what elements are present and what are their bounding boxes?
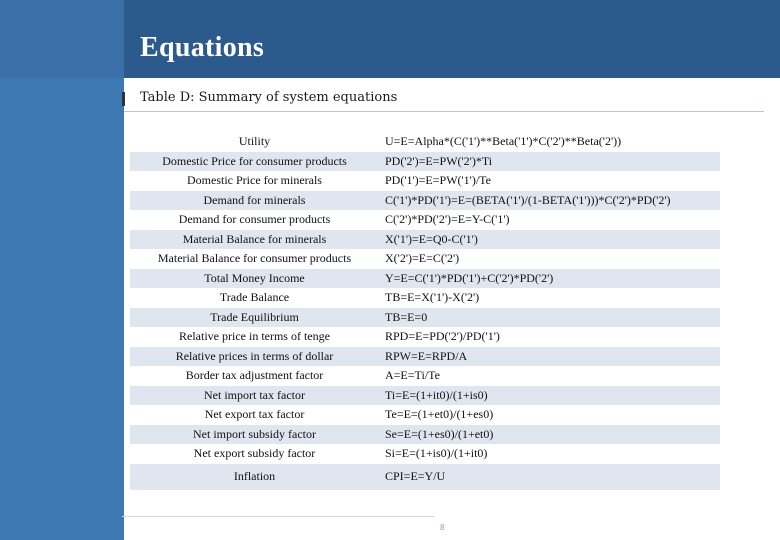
equation-formula: RPD=E=PD('2')/PD('1')	[385, 329, 500, 344]
equation-formula: C('1')*PD('1')=E=(BETA('1')/(1-BETA('1')))*C('2')*PD('2')	[385, 192, 671, 207]
table-caption: Table D: Summary of system equations	[140, 90, 398, 105]
table-row	[130, 171, 720, 191]
table-row	[130, 347, 720, 367]
table-row	[130, 386, 720, 406]
equation-label: Net export subsidy factor	[193, 446, 316, 461]
equation-formula: Se=E=(1+es0)/(1+et0)	[385, 426, 494, 441]
equation-label: Demand for minerals	[203, 192, 306, 207]
equations-table	[130, 132, 720, 490]
equation-formula: PD('1')=E=PW('1')/Te	[385, 173, 491, 188]
equation-formula: Si=E=(1+is0)/(1+it0)	[385, 446, 488, 461]
table-row	[130, 327, 720, 347]
slide-header	[124, 0, 780, 78]
equation-formula: X('2')=E=C('2')	[385, 251, 460, 266]
table-row	[130, 230, 720, 250]
table-row	[130, 191, 720, 211]
equation-label: Total Money Income	[204, 270, 305, 285]
table-row	[130, 366, 720, 386]
table-row	[130, 425, 720, 445]
left-accent-top	[0, 0, 124, 78]
page-number: 8	[440, 523, 445, 532]
caption-divider	[124, 111, 764, 112]
equation-formula: TB=E=X('1')-X('2')	[385, 290, 480, 305]
table-row	[130, 405, 720, 425]
slide-title: Equations	[140, 32, 265, 63]
equation-label: Trade Equilibrium	[210, 309, 299, 324]
equation-label: Material Balance for consumer products	[157, 251, 352, 266]
table-row	[130, 132, 720, 152]
equation-formula: C('2')*PD('2')=E=Y-C('1')	[385, 212, 510, 227]
equation-formula: A=E=Ti/Te	[385, 368, 440, 383]
caption-marker	[122, 92, 125, 106]
equation-formula: Ti=E=(1+it0)/(1+is0)	[385, 387, 488, 402]
equation-label: Inflation	[233, 469, 276, 483]
equation-label: Relative prices in terms of dollar	[175, 348, 334, 363]
equation-label: Trade Balance	[219, 290, 290, 305]
equation-formula: TB=E=0	[385, 309, 428, 324]
equation-label: Border tax adjustment factor	[185, 368, 324, 383]
equation-formula: CPI=E=Y/U	[385, 469, 446, 483]
equation-label: Relative price in terms of tenge	[179, 329, 330, 344]
equation-formula: U=E=Alpha*(C('1')**Beta('1')*C('2')**Beta('2'))	[385, 134, 622, 149]
footer-divider	[122, 516, 434, 517]
equation-formula: Y=E=C('1')*PD('1')+C('2')*PD('2')	[385, 270, 554, 285]
table-row	[130, 249, 720, 269]
equation-formula: Te=E=(1+et0)/(1+es0)	[385, 407, 494, 422]
equation-formula: X('1')=E=Q0-C('1')	[385, 231, 478, 246]
equation-label: Utility	[238, 134, 271, 149]
table-row	[130, 152, 720, 172]
table-row	[130, 269, 720, 289]
equation-formula: PD('2')=E=PW('2')*Ti	[385, 153, 493, 168]
table-row	[130, 464, 720, 490]
equation-label: Net import tax factor	[204, 387, 305, 402]
table-row	[130, 444, 720, 464]
equation-label: Material Balance for minerals	[182, 231, 327, 246]
table-row	[130, 288, 720, 308]
left-accent-band	[0, 0, 124, 540]
equation-label: Demand for consumer products	[178, 212, 331, 227]
equation-formula: RPW=E=RPD/A	[385, 348, 468, 363]
equation-label: Net export tax factor	[204, 407, 305, 422]
table-row	[130, 210, 720, 230]
equation-label: Net import subsidy factor	[193, 426, 316, 441]
equation-label: Domestic Price for consumer products	[162, 153, 347, 168]
equation-label: Domestic Price for minerals	[187, 173, 322, 188]
table-row	[130, 308, 720, 328]
